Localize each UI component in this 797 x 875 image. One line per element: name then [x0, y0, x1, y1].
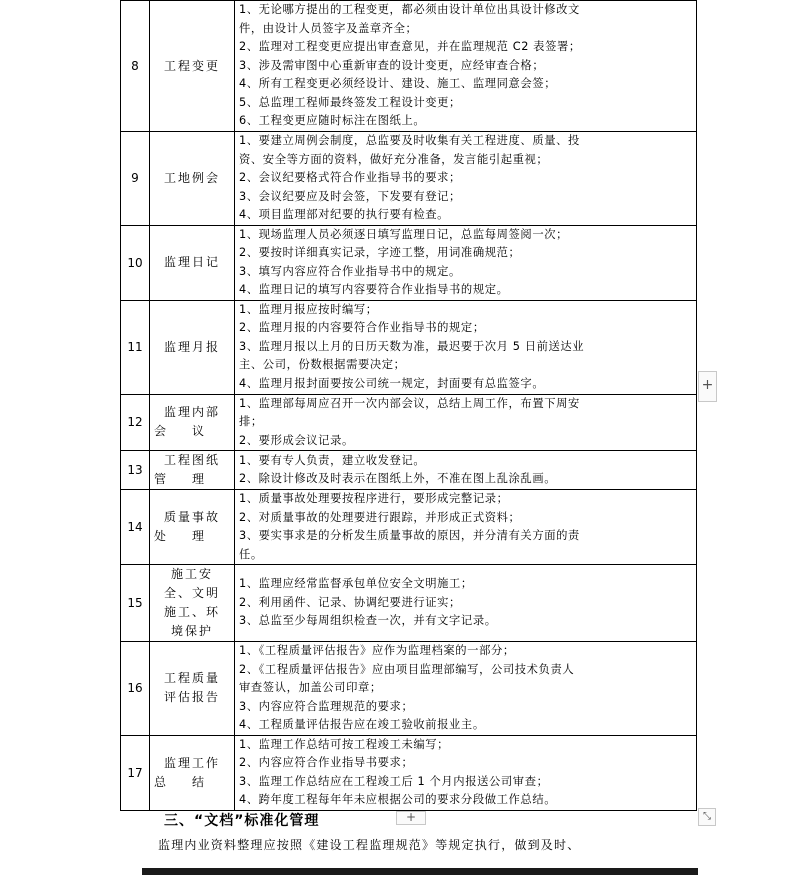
- horizontal-scrollbar[interactable]: [142, 868, 698, 875]
- item-name-part: 监理内部: [163, 405, 220, 420]
- item-name: [150, 735, 235, 810]
- table-resize-handle[interactable]: ⤡: [698, 808, 716, 826]
- content-line: 1、《工程质量评估报告》应作为监理档案的一部分；: [239, 644, 515, 657]
- table-row: [121, 300, 697, 394]
- item-content: [235, 300, 697, 394]
- item-name-part: 全、文明: [163, 586, 220, 600]
- row-number: 12: [121, 394, 150, 451]
- item-content: [235, 225, 697, 300]
- item-name-part: 总结: [153, 774, 230, 789]
- content-line: 1、监理部每周应召开一次内部会议，总结上周工作，布置下周安: [239, 396, 580, 410]
- row-number: 10: [121, 225, 150, 300]
- item-name-part: 工程图纸: [163, 453, 220, 467]
- content-line: 4、监理月报封面要按公司统一规定，封面要有总监签字。: [239, 376, 545, 390]
- content-line: 4、所有工程变更必须经设计、建设、施工、监理同意会签；: [239, 77, 557, 91]
- content-line: 4、跨年度工程每年年未应根据公司的要求分段做工作总结。: [239, 793, 557, 806]
- content-line: 4、监理日记的填写内容要符合作业指导书的规定。: [239, 283, 509, 296]
- item-name: [150, 565, 235, 642]
- content-line: 1、要有专人负责，建立收发登记。: [239, 453, 426, 467]
- content-line: 2、利用函件、记录、协调纪要进行证实；: [239, 595, 461, 609]
- content-line: 2、对质量事故的处理要进行跟踪，并形成正式资料；: [239, 510, 521, 524]
- item-name-part: 处理: [153, 529, 230, 543]
- item-name-part: 管理: [153, 472, 230, 486]
- item-content: [235, 451, 697, 490]
- content-line: 3、监理月报以上月的日历天数为准，最迟要于次月 5 日前送达业: [239, 339, 585, 353]
- item-name: 工地例会: [150, 132, 235, 226]
- table-row: [121, 735, 697, 810]
- supervision-table: [120, 0, 697, 811]
- item-content: [235, 394, 697, 451]
- item-name-part: 工程质量: [163, 671, 220, 686]
- content-line: 2、《工程质量评估报告》应由项目监理部编写，公司技术负责人: [239, 662, 575, 676]
- item-name: [150, 451, 235, 490]
- row-number: 8: [121, 1, 150, 132]
- content-line: 1、监理应经常监督承包单位安全文明施工；: [239, 577, 473, 591]
- content-line: 2、要按时详细真实记录，字迹工整，用词准确规范；: [239, 246, 521, 259]
- content-line: 1、无论哪方提出的工程变更，都必须由设计单位出具设计修改文: [239, 3, 580, 17]
- add-column-button[interactable]: +: [396, 811, 426, 825]
- content-line: 资、安全等方面的资料，做好充分准备，发言能引起重视；: [239, 152, 549, 166]
- item-content: [235, 490, 697, 565]
- row-number: 9: [121, 132, 150, 226]
- content-line: 3、涉及需审图中心重新审查的设计变更，应经审查合格；: [239, 58, 545, 72]
- item-name-part: 施工安: [170, 567, 213, 581]
- table-row: [121, 1, 697, 132]
- row-number: 13: [121, 451, 150, 490]
- item-name: [150, 394, 235, 451]
- body-paragraph: 监理内业资料整理应按照《建设工程监理规范》等规定执行，做到及时、: [158, 838, 581, 852]
- content-line: 1、要建立周例会制度，总监要及时收集有关工程进度、质量、投: [239, 134, 580, 147]
- row-number: 16: [121, 642, 150, 736]
- content-line: 1、监理工作总结可按工程竣工未编写；: [239, 737, 450, 751]
- content-line: 审查签认，加盖公司印章；: [239, 681, 382, 694]
- row-number: 11: [121, 300, 150, 394]
- item-name: 工程变更: [150, 1, 235, 132]
- content-line: 1、质量事故处理要按程序进行，要形成完整记录；: [239, 492, 509, 505]
- add-row-button[interactable]: +: [698, 371, 717, 402]
- table-row: [121, 132, 697, 226]
- content-line: 2、内容应符合作业指导书要求；: [239, 756, 414, 769]
- content-line: 3、填写内容应符合作业指导书中的规定。: [239, 264, 461, 278]
- item-content: [235, 735, 697, 810]
- item-content: [235, 1, 697, 132]
- content-line: 4、项目监理部对纪要的执行要有检查。: [239, 208, 450, 221]
- table-row: [121, 394, 697, 451]
- item-name-part: 境保护: [170, 624, 213, 638]
- content-line: 2、监理月报的内容要符合作业指导书的规定；: [239, 321, 485, 335]
- item-name-part: 会议: [153, 424, 230, 439]
- content-line: 3、内容应符合监理规范的要求；: [239, 699, 414, 713]
- item-name: [150, 490, 235, 565]
- item-name-part: 评估报告: [163, 690, 220, 705]
- content-line: 1、监理月报应按时编写；: [239, 302, 378, 316]
- section-heading: 三、“文档”标准化管理: [164, 813, 320, 829]
- item-content: [235, 565, 697, 642]
- table-row: [121, 225, 697, 300]
- content-line: 排；: [239, 415, 263, 428]
- row-number: 17: [121, 735, 150, 810]
- row-number: 14: [121, 490, 150, 565]
- item-name: 监理日记: [150, 225, 235, 300]
- content-line: 2、监理对工程变更应提出审查意见，并在监理规范 C2 表签署；: [239, 40, 581, 54]
- content-line: 3、会议纪要应及时会签，下发要有登记；: [239, 189, 461, 203]
- content-line: 5、总监理工程师最终签发工程设计变更；: [239, 95, 461, 109]
- row-number: 15: [121, 565, 150, 642]
- item-content: [235, 642, 697, 736]
- item-name-part: 质量事故: [163, 510, 220, 524]
- table-row: [121, 490, 697, 565]
- table-row: [121, 565, 697, 642]
- content-line: 3、总监至少每周组织检查一次，并有文字记录。: [239, 614, 497, 628]
- content-line: 2、除设计修改及时表示在图纸上外，不准在图上乱涂乱画。: [239, 472, 557, 485]
- item-content: [235, 132, 697, 226]
- table-row: [121, 642, 697, 736]
- content-line: 3、要实事求是的分析发生质量事故的原因，并分清有关方面的责: [239, 529, 580, 542]
- content-line: 2、要形成会议记录。: [239, 433, 354, 447]
- content-line: 6、工程变更应随时标注在图纸上。: [239, 114, 426, 128]
- content-line: 1、现场监理人员必须逐日填写监理日记，总监每周签阅一次；: [239, 227, 569, 241]
- table-row: [121, 451, 697, 490]
- item-name: 监理月报: [150, 300, 235, 394]
- content-line: 4、工程质量评估报告应在竣工验收前报业主。: [239, 718, 485, 731]
- item-name-part: 施工、环: [163, 605, 220, 619]
- content-line: 2、会议纪要格式符合作业指导书的要求；: [239, 171, 461, 184]
- content-line: 3、监理工作总结应在工程竣工后 1 个月内报送公司审查；: [239, 774, 549, 788]
- content-line: 任。: [239, 547, 263, 561]
- content-line: 件，由设计人员签字及盖章齐全；: [239, 21, 418, 35]
- item-name: [150, 642, 235, 736]
- content-line: 主、公司，份数根据需要决定；: [239, 358, 406, 372]
- item-name-part: 监理工作: [163, 755, 220, 770]
